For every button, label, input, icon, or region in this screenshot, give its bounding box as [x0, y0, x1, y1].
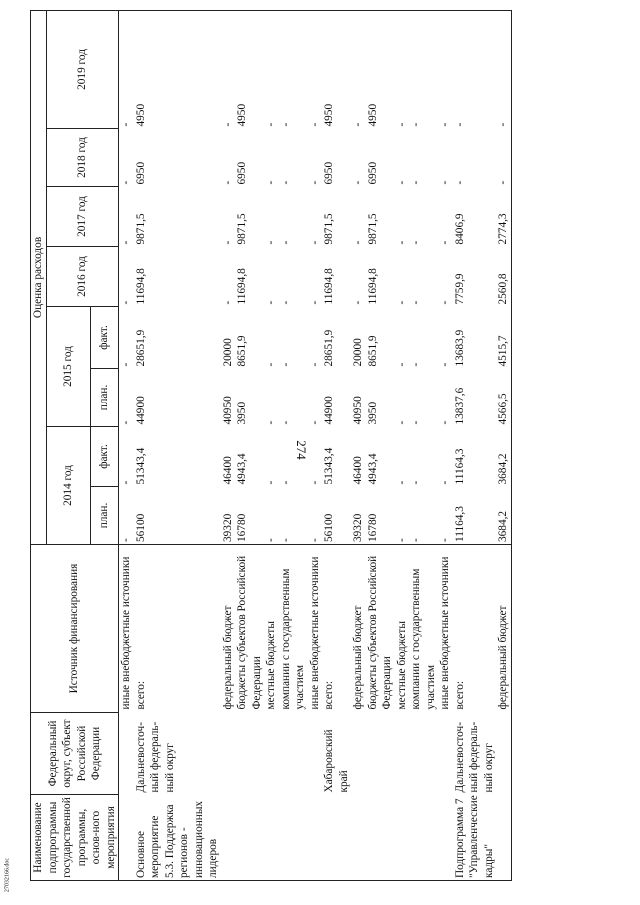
value-2017-cell: - — [221, 240, 234, 245]
fact-2015-cell: - — [395, 362, 408, 367]
district-cell — [308, 713, 323, 795]
district-cell — [279, 713, 308, 795]
value-2018-cell: - — [221, 180, 234, 185]
source-cell: федеральный бюджет — [221, 545, 236, 713]
value-2018-cell: - — [308, 180, 321, 185]
program-cell: Основное мероприятие 5.3. Поддержка регионов - инновационных лидеров — [134, 795, 221, 881]
fact-2014-cell: - — [265, 480, 277, 485]
plan-2014-cell: - — [395, 538, 408, 542]
value-2017-cell: - — [395, 240, 408, 245]
value-2018-cell: - — [395, 180, 408, 185]
table-row — [235, 10, 264, 880]
program-cell — [351, 795, 366, 881]
plan-2015-cell: 3950 — [236, 401, 248, 425]
program-cell — [395, 795, 410, 881]
district-cell — [496, 713, 511, 795]
value-2019-cell: 4950 — [235, 10, 264, 128]
plan-2014-cell: 11164,3 — [453, 506, 466, 542]
plan-2015-cell: - — [279, 420, 292, 425]
fact-2015-cell: - — [120, 362, 132, 367]
value-2018-cell: - — [352, 180, 364, 185]
fact-2014-cell: - — [439, 480, 451, 485]
value-2016-cell: - — [439, 300, 451, 305]
program-cell — [235, 795, 264, 881]
source-cell: местные бюджеты — [395, 545, 410, 713]
table-row — [366, 10, 395, 880]
table-row — [119, 10, 134, 880]
fact-2014-cell: - — [410, 480, 422, 485]
fact-2015-cell: 13683,9 — [453, 329, 466, 367]
table-row — [438, 10, 453, 880]
plan-2015-cell: 3950 — [366, 401, 379, 425]
district-cell — [351, 713, 366, 795]
value-2018-cell: - — [120, 180, 132, 185]
program-cell — [279, 795, 308, 881]
district-cell — [119, 713, 134, 795]
rotated-table-wrapper — [30, 11, 630, 881]
value-2019-cell: 4950 — [134, 10, 221, 128]
value-2018-cell: - — [439, 180, 451, 185]
value-2016-cell: 11694,8 — [366, 268, 379, 305]
plan-2014-cell: 16780 — [236, 513, 248, 542]
value-2017-cell: 9871,5 — [134, 213, 147, 245]
value-2016-cell: - — [308, 300, 321, 305]
header-2017: 2017 год — [46, 187, 119, 247]
value-2016-cell: - — [352, 300, 364, 305]
value-2018-cell: 6950 — [366, 161, 379, 185]
value-2017-cell: - — [120, 240, 132, 245]
value-2017-cell: - — [352, 240, 364, 245]
plan-2015-cell: 44900 — [134, 396, 147, 425]
value-2019-cell: - — [279, 10, 308, 128]
program-cell — [409, 795, 438, 881]
source-cell: всего: — [453, 545, 497, 713]
value-2016-cell: 2560,8 — [496, 247, 511, 307]
value-2016-cell: - — [279, 300, 292, 305]
district-cell — [221, 713, 236, 795]
table-row — [351, 10, 366, 880]
district-cell: Дальневосточ-ный федераль-ный округ — [134, 721, 176, 793]
header-2019: 2019 год — [46, 10, 119, 128]
fact-2014-cell: 51343,4 — [134, 447, 147, 485]
plan-2014-cell: - — [308, 538, 321, 542]
table-row — [308, 10, 323, 880]
plan-2014-cell: - — [120, 538, 132, 542]
plan-2014-cell: 56100 — [323, 513, 335, 542]
source-cell: всего: — [134, 545, 221, 713]
value-2017-cell: - — [279, 240, 292, 245]
table-row — [453, 10, 497, 880]
header-2016: 2016 год — [46, 247, 119, 307]
header-estimate: Оценка расходов — [31, 10, 47, 544]
table-body — [119, 10, 512, 880]
header-2014-fact: факт. — [91, 427, 119, 487]
program-cell — [221, 795, 236, 881]
value-2019-cell: - — [119, 10, 134, 128]
value-2017-cell: 2774,3 — [496, 187, 511, 247]
fact-2014-cell: - — [279, 480, 292, 485]
value-2017-cell: 8406,9 — [453, 213, 466, 245]
table-row — [496, 10, 511, 880]
source-cell: иные внебюджетные источники — [308, 545, 323, 713]
source-cell: бюджеты субъектов Российской Федерации — [235, 545, 264, 713]
plan-2015-cell: - — [395, 420, 408, 425]
fact-2015-cell: - — [410, 362, 422, 367]
table-row — [134, 10, 221, 880]
district-cell — [264, 713, 279, 795]
table-row — [409, 10, 438, 880]
fact-2014-cell: 11164,3 — [453, 448, 466, 485]
plan-2014-cell: 3684,2 — [496, 487, 511, 545]
plan-2015-cell: 44900 — [323, 396, 335, 425]
program-cell — [308, 795, 323, 881]
fact-2015-cell: - — [439, 362, 451, 367]
value-2016-cell: 11694,8 — [134, 268, 147, 305]
header-2015-plan: план. — [91, 369, 119, 427]
header-2015: 2015 год — [46, 307, 91, 427]
district-cell — [366, 713, 395, 795]
plan-2015-cell: 13837,6 — [453, 387, 466, 425]
value-2016-cell: 7759,9 — [453, 273, 466, 305]
value-2018-cell: 6950 — [236, 161, 248, 185]
district-cell — [395, 713, 410, 795]
source-cell: федеральный бюджет — [351, 545, 366, 713]
value-2016-cell: - — [120, 300, 132, 305]
value-2016-cell: 11694,8 — [236, 268, 248, 305]
program-cell — [496, 795, 511, 881]
value-2019-cell: - — [395, 10, 410, 128]
source-cell: федеральный бюджет — [496, 545, 511, 713]
plan-2014-cell: 39320 — [221, 513, 234, 542]
fact-2014-cell: - — [120, 480, 132, 485]
value-2017-cell: 9871,5 — [236, 213, 248, 245]
plan-2014-cell: - — [410, 538, 422, 542]
value-2019-cell: - — [351, 10, 366, 128]
fact-2015-cell: 28651,9 — [323, 329, 335, 367]
program-cell — [119, 795, 134, 881]
fact-2015-cell: - — [279, 362, 292, 367]
fact-2014-cell: 46400 — [352, 456, 364, 485]
value-2018-cell: - — [279, 180, 292, 185]
plan-2014-cell: - — [265, 538, 277, 542]
plan-2014-cell: - — [439, 538, 451, 542]
source-cell: иные внебюджетные источники — [119, 545, 134, 713]
value-2017-cell: 9871,5 — [366, 213, 379, 245]
program-cell — [322, 795, 351, 881]
value-2017-cell: - — [410, 240, 422, 245]
value-2016-cell: - — [221, 300, 234, 305]
program-cell — [264, 795, 279, 881]
value-2019-cell: - — [438, 10, 453, 128]
fact-2014-cell: 3684,2 — [496, 427, 511, 487]
fact-2015-cell: 20000 — [352, 338, 364, 367]
value-2019-cell: - — [264, 10, 279, 128]
header-program: Наименование подпрограммы государственной программы, основ-ного мероприятия — [31, 795, 119, 881]
fact-2015-cell: 28651,9 — [134, 329, 147, 367]
value-2019-cell: - — [308, 10, 323, 128]
value-2016-cell: 11694,8 — [323, 268, 335, 305]
program-cell: Подпрограмма 7 "Управленческие кадры" — [453, 795, 497, 881]
table-row — [395, 10, 410, 880]
source-cell: компании с государственным участием — [279, 545, 308, 713]
value-2019-cell: - — [453, 10, 497, 128]
plan-2015-cell: - — [439, 420, 451, 425]
value-2019-cell: - — [496, 10, 511, 128]
fact-2015-cell: 20000 — [221, 338, 234, 367]
fact-2014-cell: 4943,4 — [366, 453, 379, 485]
district-cell — [235, 713, 264, 795]
value-2019-cell: - — [221, 10, 236, 128]
value-2018-cell: - — [265, 180, 277, 185]
value-2017-cell: - — [308, 240, 321, 245]
value-2016-cell: - — [395, 300, 408, 305]
fact-2015-cell: 8651,9 — [236, 335, 248, 367]
plan-2015-cell: - — [308, 420, 321, 425]
file-code: 27032166.doc — [4, 857, 11, 893]
value-2018-cell: - — [410, 180, 422, 185]
header-2018: 2018 год — [46, 129, 119, 187]
fact-2014-cell: 46400 — [221, 456, 234, 485]
value-2016-cell: - — [265, 300, 277, 305]
header-source: Источник финансирования — [31, 545, 119, 713]
value-2018-cell: - — [453, 180, 466, 185]
source-cell: всего: — [322, 545, 351, 713]
plan-2015-cell: - — [410, 420, 422, 425]
budget-table — [30, 10, 512, 881]
value-2018-cell: 6950 — [134, 161, 147, 185]
source-cell: местные бюджеты — [264, 545, 279, 713]
plan-2015-cell: - — [265, 420, 277, 425]
fact-2015-cell: 8651,9 — [366, 335, 379, 367]
header-2014-plan: план. — [91, 487, 119, 545]
page-number: 274 — [294, 440, 309, 460]
value-2019-cell: 4950 — [322, 10, 351, 128]
value-2019-cell: 4950 — [366, 10, 395, 128]
plan-2015-cell: 40950 — [352, 396, 364, 425]
value-2018-cell: 6950 — [323, 161, 335, 185]
value-2017-cell: - — [265, 240, 277, 245]
district-cell — [409, 713, 438, 795]
district-cell: Хабаровский край — [323, 729, 350, 793]
plan-2014-cell: 16780 — [366, 513, 379, 542]
plan-2014-cell: - — [279, 538, 292, 542]
fact-2014-cell: 4943,4 — [236, 453, 248, 485]
fact-2014-cell: 51343,4 — [323, 447, 335, 485]
value-2017-cell: - — [439, 240, 451, 245]
table-row — [264, 10, 279, 880]
value-2019-cell: - — [409, 10, 438, 128]
header-2014: 2014 год — [46, 427, 91, 545]
plan-2014-cell: 39320 — [352, 513, 364, 542]
program-cell — [438, 795, 453, 881]
district-cell — [438, 713, 453, 795]
header-2015-fact: факт. — [91, 307, 119, 369]
value-2017-cell: 9871,5 — [323, 213, 335, 245]
fact-2014-cell: - — [395, 480, 408, 485]
plan-2015-cell: 40950 — [221, 396, 234, 425]
plan-2014-cell: 56100 — [134, 513, 147, 542]
value-2016-cell: - — [410, 300, 422, 305]
source-cell: компании с государственным участием — [409, 545, 438, 713]
table-row — [221, 10, 236, 880]
district-cell: Дальневосточ-ный федераль-ный округ — [453, 721, 495, 793]
header-district: Федеральный округ, субъект Российской Федерации — [31, 713, 119, 795]
fact-2014-cell: - — [308, 480, 321, 485]
source-cell: иные внебюджетные источники — [438, 545, 453, 713]
plan-2015-cell: - — [120, 420, 132, 425]
source-cell: бюджеты субъектов Российской Федерации — [366, 545, 395, 713]
fact-2015-cell: - — [265, 362, 277, 367]
value-2018-cell: - — [496, 129, 511, 187]
program-cell — [366, 795, 395, 881]
table-row — [322, 10, 351, 880]
fact-2015-cell: 4515,7 — [496, 307, 511, 369]
fact-2015-cell: - — [308, 362, 321, 367]
plan-2015-cell: 4566,5 — [496, 369, 511, 427]
table-row — [279, 10, 308, 880]
